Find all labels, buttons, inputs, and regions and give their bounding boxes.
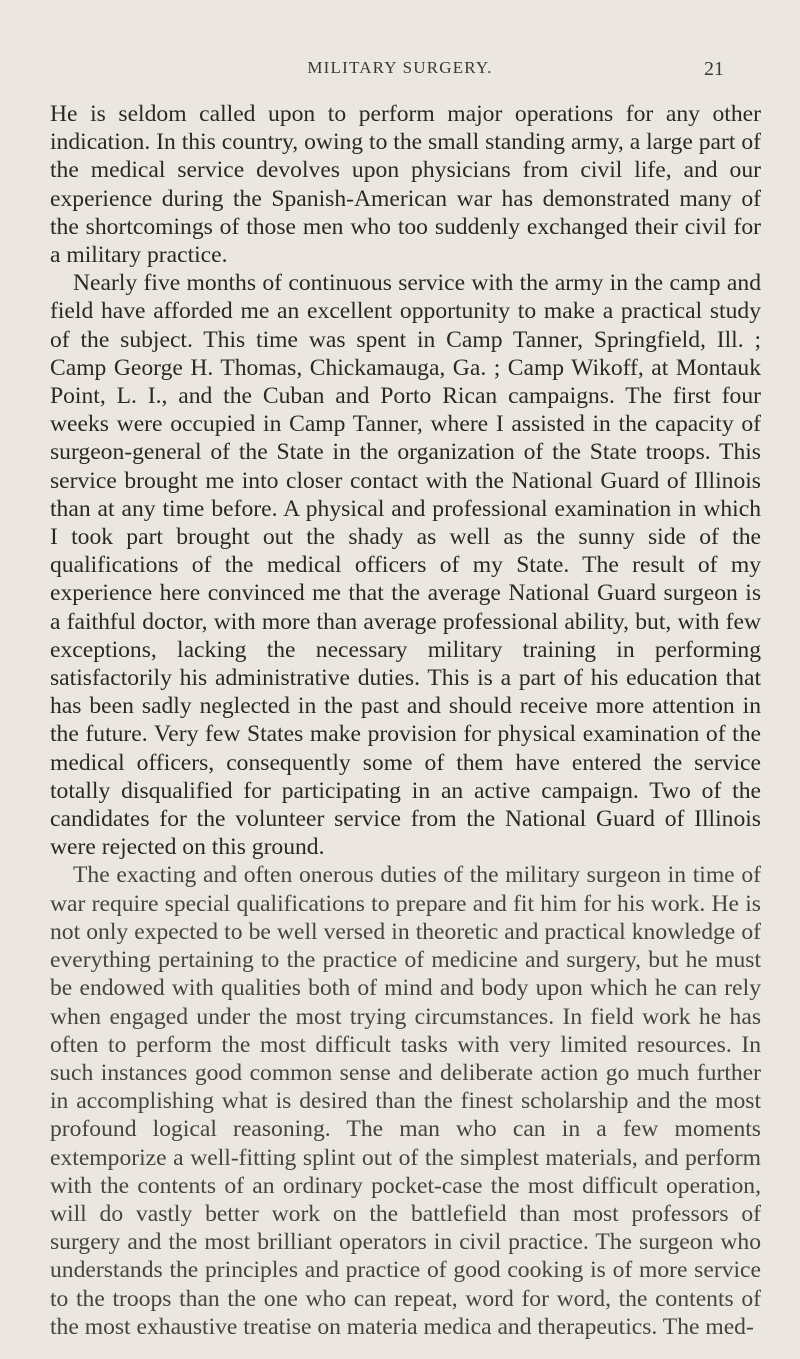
paragraph-1: He is seldom called upon to perform major operations for any other indication. In this country, owing to the small standing army, a large part of the medical service devolves upon physicians from civil life, and our experience during the Spanish-American war has demonstrated many of the shortcomings of those men who too suddenly exchanged their civil for a military practice. bbox=[50, 101, 761, 269]
running-title: MILITARY SURGERY. bbox=[307, 58, 493, 77]
body-text bbox=[50, 100, 761, 1341]
paragraph-2: Nearly five months of continuous service with the army in the camp and field have afforded me an excellent opportunity to make a practical study of the subject. This time was spent in Camp Tanner, Springfield, Ill. ; Camp George H. Thomas, Chickamauga, Ga. ; Camp Wikoff, at Montauk Point, L. I., and the Cuban and Porto Rican campaigns. The first four weeks were occupied in Camp Tanner, where I assisted in the capacity of surgeon-general of the State in the organization of the State troops. This service brought me into closer contact with the National Guard of Illinois than at any time before. A physical and professional examination in which I took part brought out the shady as well as the sunny side of the qualifications of the medical officers of my State. The result of my experience here convinced me that the average National Guard surgeon is a faithful doctor, with more than average professional ability, but, with few exceptions, lacking the necessary military training in performing satisfactorily his administrative duties. This is a part of his education that has been sadly neglected in the past and should receive more attention in the future. Very few States make provision for physical examination of the medical officers, consequently some of them have entered the service totally disqualified for participating in an active campaign. Two of the candidates for the volunteer service from the National Guard of Illinois were rejected on this ground. bbox=[50, 270, 761, 861]
paragraph-3: The exacting and often onerous duties of the military surgeon in time of war require special qualifications to prepare and fit him for his work. He is not only expected to be well versed in theoretic and practical knowledge of everything pertaining to the practice of medicine and surgery, but he must be endowed with qualities both of mind and body upon which he can rely when engaged under the most trying circumstances. In field work he has often to perform the most difficult tasks with very limited resources. In such instances good common sense and deliberate action go much further in accomplishing what is desired than the finest scholarship and the most profound logical reasoning. The man who can in a few moments extemporize a well-fitting splint out of the simplest materials, and perform with the contents of an ordinary pocket-case the most difficult operation, will do vastly better work on the battlefield than most professors of surgery and the most brilliant operators in civil practice. The surgeon who understands the principles and practice of good cooking is of more service to the troops than the one who can repeat, word for word, the contents of the most exhaustive treatise on materia medica and therapeutics. The med- bbox=[50, 862, 761, 1340]
running-head bbox=[0, 58, 800, 88]
page-number: 21 bbox=[704, 58, 724, 80]
